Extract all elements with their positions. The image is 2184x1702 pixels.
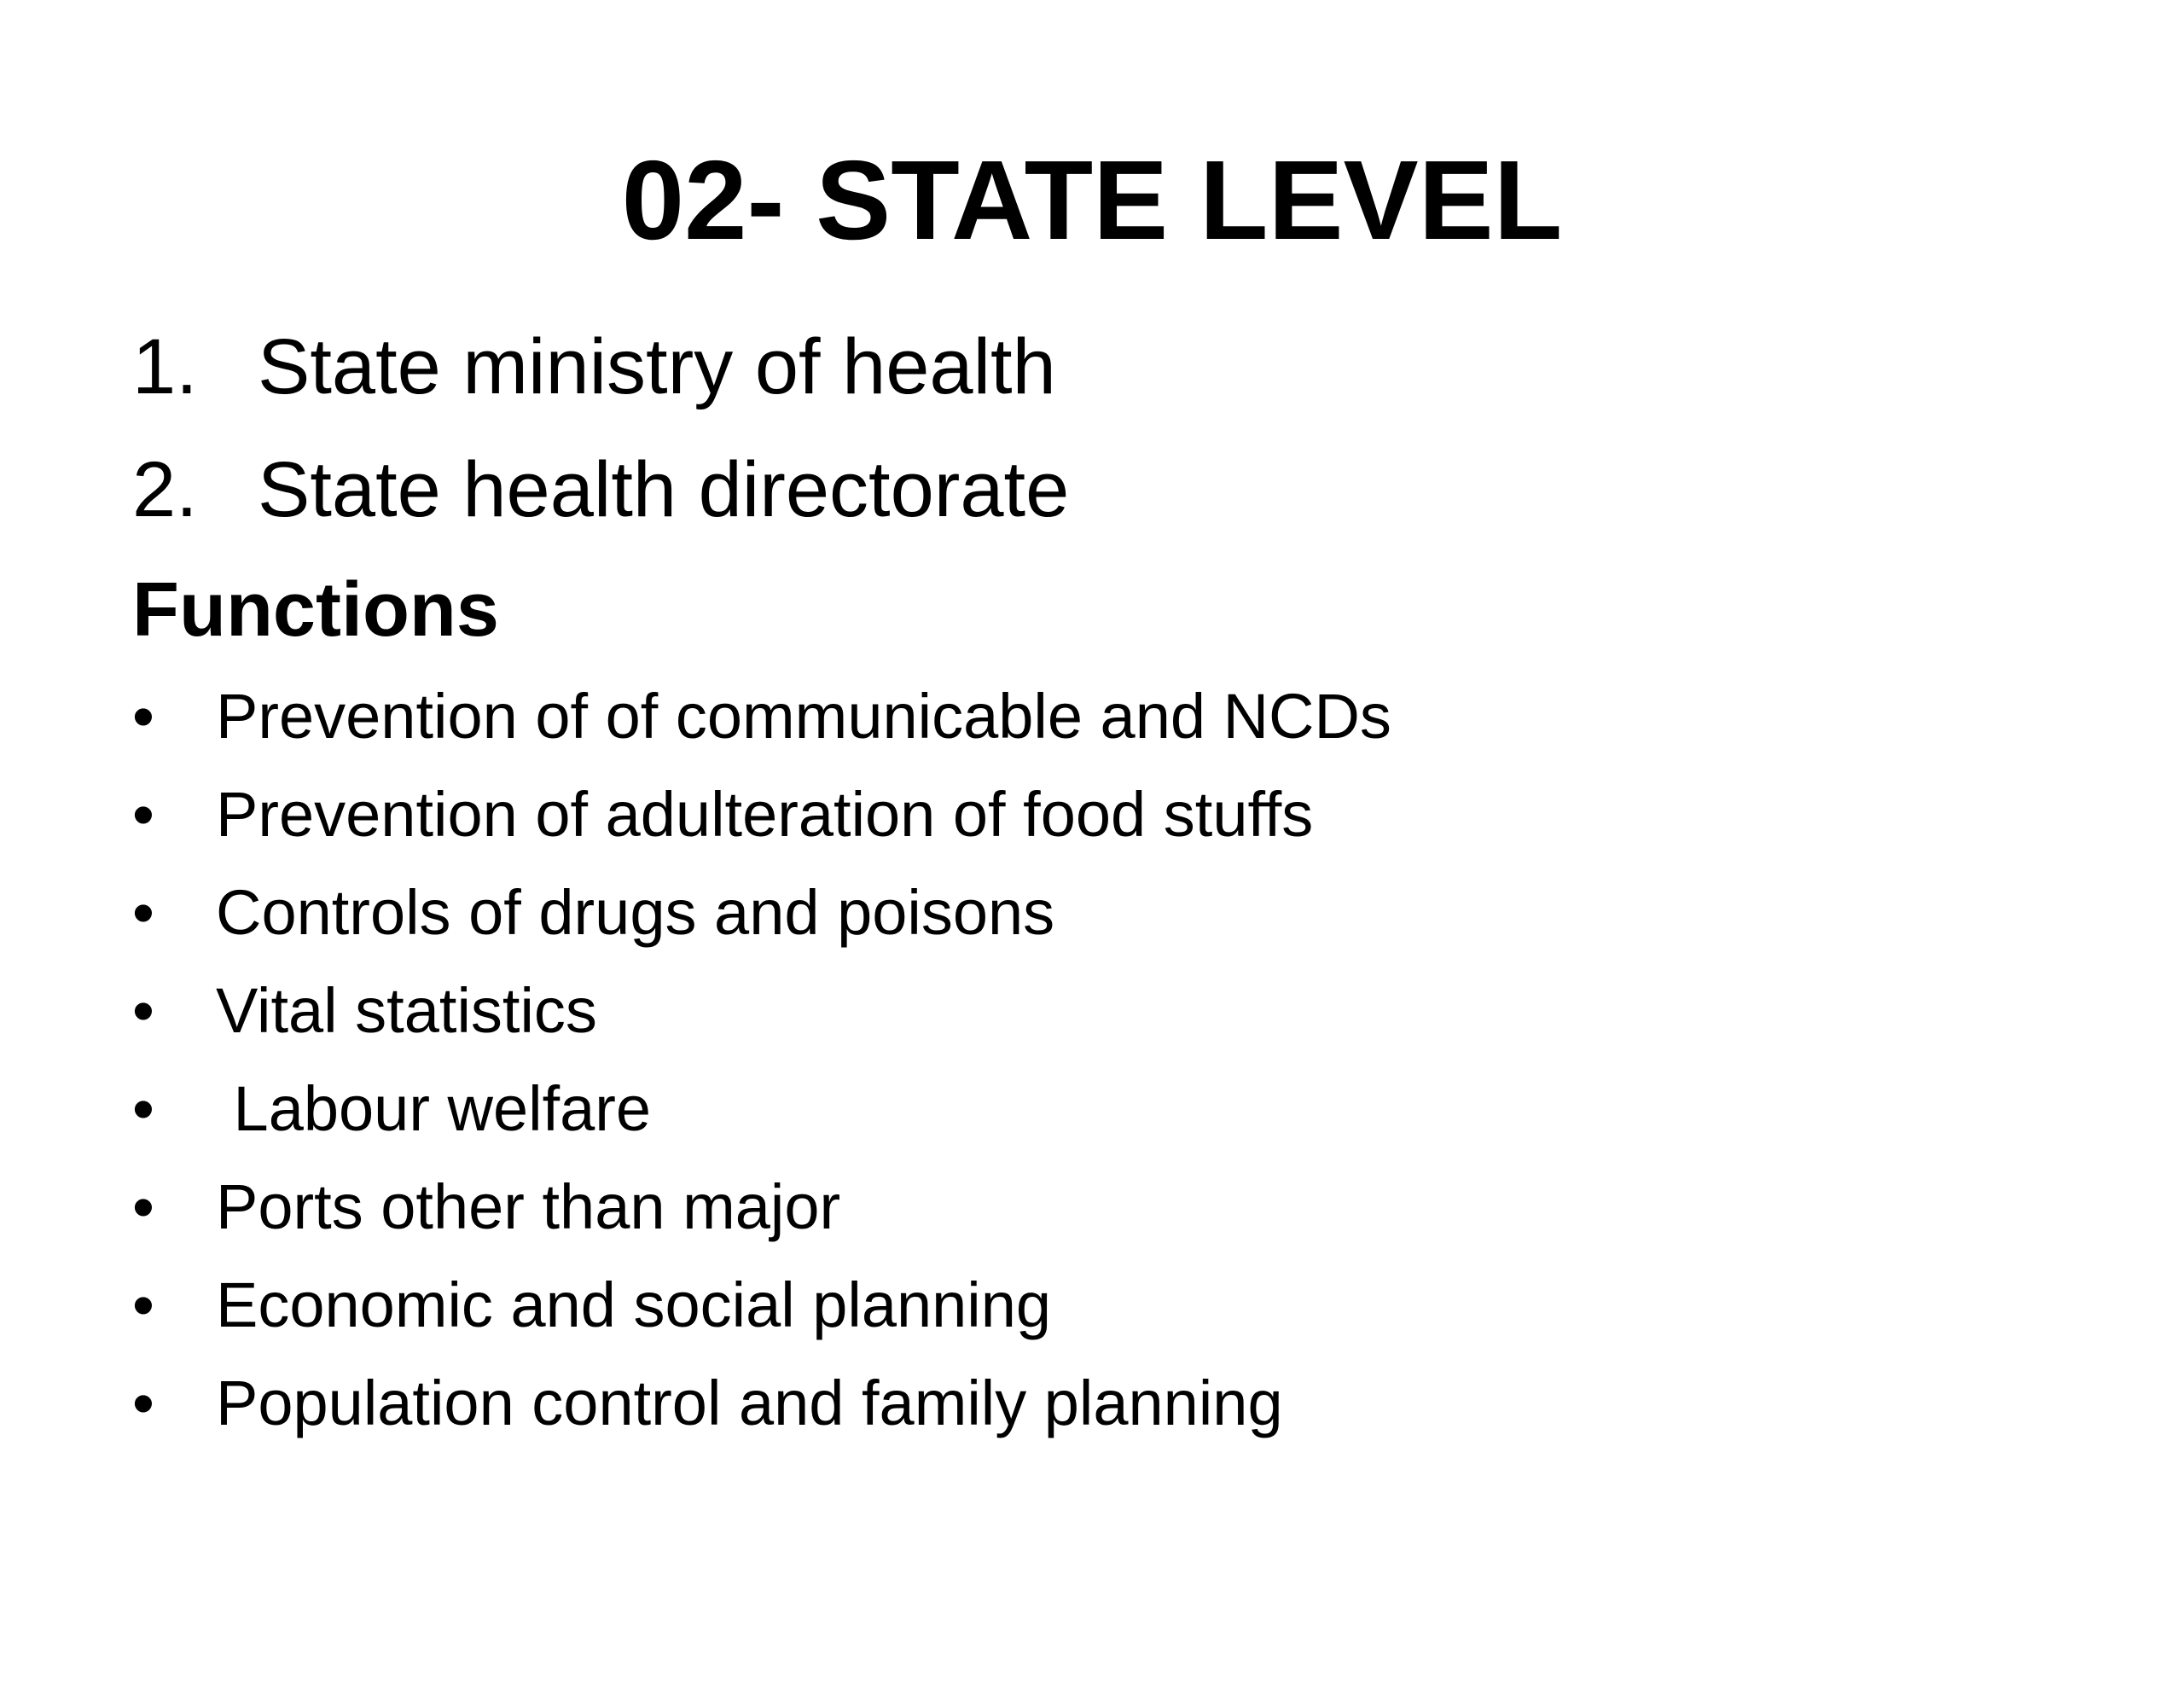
bullet-icon: • — [132, 681, 154, 752]
function-text: Ports other than major — [216, 1171, 841, 1242]
function-text: Economic and social planning — [216, 1269, 1052, 1340]
function-item — [132, 968, 597, 1066]
bullet-icon: • — [132, 1073, 154, 1144]
function-item — [132, 1263, 1052, 1361]
bullet-icon: • — [132, 1269, 154, 1340]
function-text: Labour welfare — [216, 1073, 652, 1144]
function-item — [132, 674, 1391, 772]
function-text: Controls of drugs and poisons — [216, 877, 1055, 948]
list-item-text: State ministry of health — [258, 323, 1056, 410]
bullet-icon: • — [132, 877, 154, 948]
function-item — [132, 1165, 841, 1263]
functions-heading: Functions — [132, 567, 499, 653]
list-number: 2. — [132, 446, 198, 533]
function-item — [132, 772, 1314, 870]
bullet-icon: • — [132, 975, 154, 1046]
function-item — [132, 1361, 1283, 1459]
function-text: Prevention of of communicable and NCDs — [216, 681, 1391, 752]
bullet-icon: • — [132, 779, 154, 850]
function-text: Population control and family planning — [216, 1368, 1283, 1438]
bullet-icon: • — [132, 1368, 154, 1438]
function-item — [132, 870, 1055, 968]
slide-title: 02- STATE LEVEL — [621, 137, 1563, 263]
bullet-icon: • — [132, 1171, 154, 1242]
list-item-text: State health directorate — [258, 446, 1070, 533]
list-number: 1. — [132, 323, 198, 410]
function-text: Prevention of adulteration of food stuffs — [216, 779, 1314, 850]
functions-list — [132, 674, 1391, 1459]
function-item — [132, 1066, 652, 1165]
function-text: Vital statistics — [216, 975, 597, 1046]
